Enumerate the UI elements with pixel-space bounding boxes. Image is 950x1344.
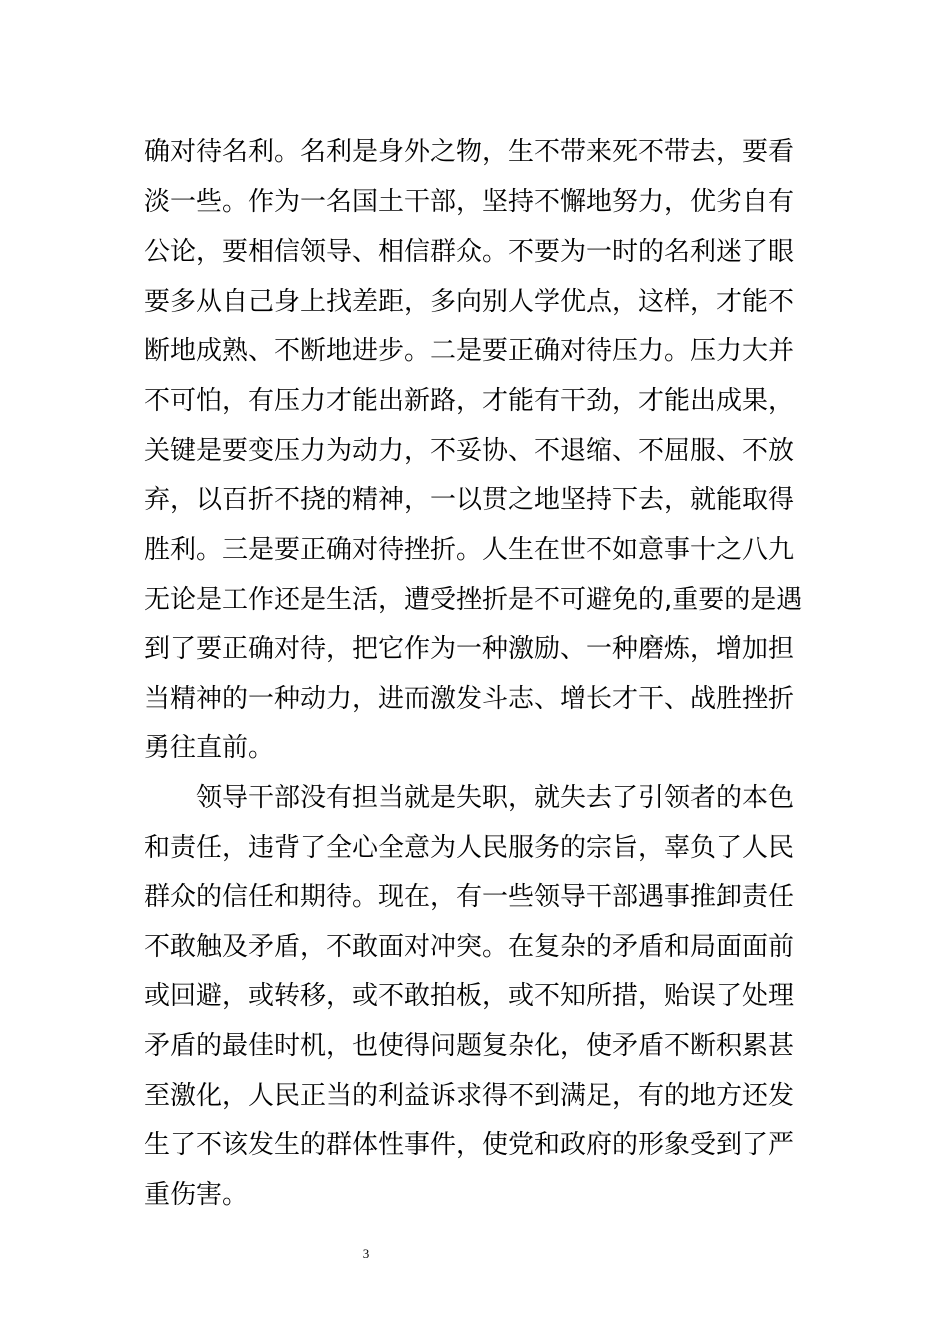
page-number: 3 [362, 1246, 370, 1261]
text-line: 至激化，人民正当的利益诉求得不到满足，有的地方还发 [144, 1081, 795, 1111]
text-line: 和责任，违背了全心全意为人民服务的宗旨，辜负了人民 [144, 833, 795, 863]
text-line: 矛盾的最佳时机，也使得问题复杂化，使矛盾不断积累甚 [144, 1031, 795, 1061]
text-line: 生了不该发生的群体性事件，使党和政府的形象受到了严 [144, 1130, 795, 1160]
text-line: 要多从自己身上找差距，多向别人学优点，这样，才能不 [144, 287, 795, 317]
text-line: 胜利。三是要正确对待挫折。人生在世不如意事十之八九 [144, 535, 795, 565]
text-line: 不可怕，有压力才能出新路，才能有干劲，才能出成果， [144, 386, 795, 416]
text-line: 或回避，或转移，或不敢拍板，或不知所措，贻误了处理 [144, 981, 795, 1011]
text-line: 领导干部没有担当就是失职，就失去了引领者的本色 [196, 783, 795, 813]
text-line: 弃，以百折不挠的精神，一以贯之地坚持下去，就能取得 [144, 485, 795, 515]
text-line: 断地成熟、不断地进步。二是要正确对待压力。压力大并 [144, 336, 795, 366]
text-line: 无论是工作还是生活，遭受挫折是不可避免的,重要的是遇 [144, 585, 803, 615]
text-line: 确对待名利。名利是身外之物，生不带来死不带去，要看 [144, 137, 795, 167]
text-line: 不敢触及矛盾，不敢面对冲突。在复杂的矛盾和局面面前 [144, 932, 795, 962]
text-line: 关键是要变压力为动力，不妥协、不退缩、不屈服、不放 [144, 436, 795, 466]
text-line: 淡一些。作为一名国土干部，坚持不懈地努力，优劣自有 [144, 187, 795, 217]
text-line: 重伤害。 [144, 1180, 249, 1210]
text-line: 勇往直前。 [144, 733, 275, 763]
text-line: 公论，要相信领导、相信群众。不要为一时的名利迷了眼 [144, 237, 795, 267]
text-line: 到了要正确对待，把它作为一种激励、一种磨炼，增加担 [144, 634, 795, 664]
text-line: 当精神的一种动力，进而激发斗志、增长才干、战胜挫折 [144, 684, 795, 714]
text-line: 群众的信任和期待。现在，有一些领导干部遇事推卸责任 [144, 882, 795, 912]
